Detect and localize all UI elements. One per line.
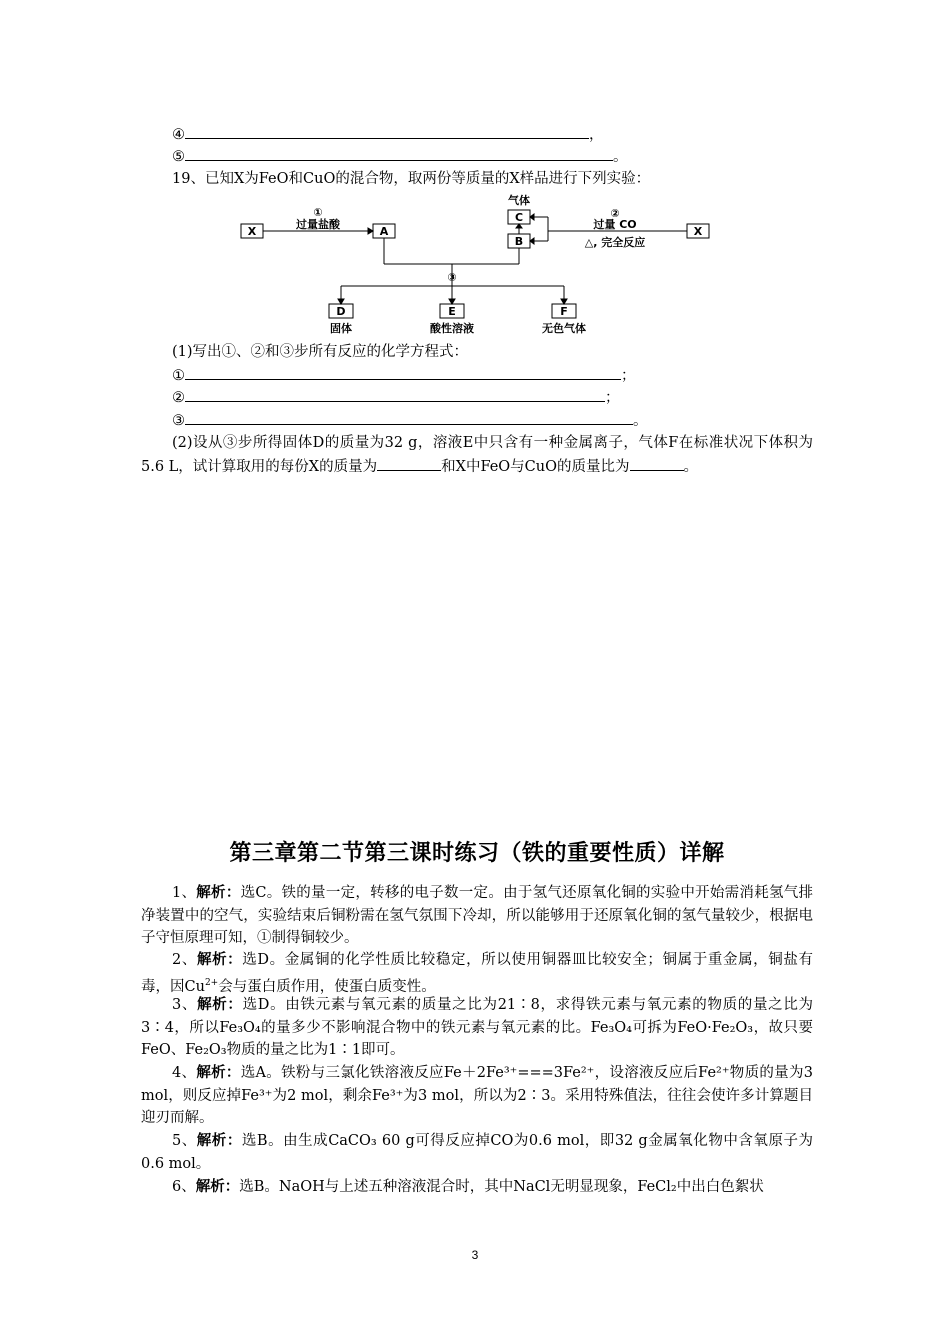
answer-number: 2、	[172, 952, 197, 968]
answer-blank[interactable]	[185, 123, 589, 139]
part-2-text-b: 和X中FeO与CuO的质量比为	[441, 459, 630, 475]
circled-number-5: ⑤	[172, 149, 185, 165]
answer-blank[interactable]	[185, 364, 621, 380]
f-label: 无色气体	[542, 322, 586, 335]
section-title: 第三章第二节第三课时练习（铁的重要性质）详解	[229, 841, 725, 866]
answer-number: 6、	[172, 1179, 196, 1195]
answer-head: 解析：	[195, 1178, 240, 1195]
answer-blank[interactable]	[185, 386, 605, 402]
question-19-stem: 19、已知X为FeO和CuO的混合物，取两份等质量的X样品进行下列实验：	[172, 171, 651, 187]
b-box: B	[514, 235, 524, 248]
answer-blank-mass[interactable]	[377, 455, 441, 471]
answer-number: 3、	[172, 997, 198, 1013]
answer-text: 会与蛋白质作用，使蛋白质变性。	[218, 978, 436, 995]
x-box-left: X	[247, 225, 257, 238]
answer-blank[interactable]	[185, 409, 633, 425]
answer-blank-ratio[interactable]	[630, 455, 684, 471]
answer-number: 4、	[172, 1065, 197, 1081]
e-box: E	[448, 305, 456, 318]
f-box: F	[560, 305, 568, 318]
step-1-number: ①	[313, 206, 323, 219]
answer-head: 解析：	[196, 1064, 241, 1081]
circled-number-3: ③	[172, 413, 185, 429]
step-2-number: ②	[610, 207, 620, 220]
x-box-right: X	[693, 225, 703, 238]
answer-item	[141, 1130, 813, 1175]
answer-line-4	[172, 123, 844, 146]
part-1-prompt: (1)写出①、②和③步所有反应的化学方程式：	[172, 344, 469, 360]
step-1-label: 过量盐酸	[296, 218, 340, 231]
c-box: C	[514, 211, 524, 224]
answer-blank[interactable]	[185, 145, 613, 161]
answer-head: 解析：	[196, 1132, 242, 1149]
answer-text: 选C。铁的量一定，转移的电子数一定。由于氢气还原氧化铜的实验中开始需消耗氢气排净装置中的空气，实验结束后铜粉需在氢气氛围下冷却，所以能够用于还原氧化铜的氢气量较少，根据电子守恒原理可知，①制得铜较少。	[141, 885, 814, 946]
superscript: 2+	[204, 977, 219, 988]
step-2-condition: △, 完全反应	[584, 236, 646, 249]
punctuation: 。	[683, 459, 699, 475]
answer-text: 选B。由生成CaCO₃ 60 g可得反应掉CO为0.6 mol，即32 g金属氧化物中含氧原子为0.6 mol。	[141, 1133, 814, 1172]
answer-number: 1、	[172, 885, 197, 901]
punctuation: ；	[621, 368, 636, 384]
answer-item	[141, 1062, 813, 1130]
circled-number-4: ④	[172, 127, 185, 143]
circled-number-1: ①	[172, 368, 185, 384]
answer-head: 解析：	[196, 951, 243, 968]
d-label: 固体	[330, 322, 352, 335]
answer-text: 选B。NaOH与上述五种溶液混合时，其中NaCl无明显现象，FeCl₂中出白色絮状	[239, 1179, 764, 1195]
step-3-number: ③	[447, 271, 457, 284]
part-2-question	[141, 432, 813, 479]
answer-head: 解析：	[196, 884, 241, 901]
circled-number-2: ②	[172, 390, 185, 406]
gas-label: 气体	[508, 194, 530, 207]
a-box: A	[379, 225, 389, 238]
equation-line-2	[172, 386, 844, 409]
answer-item	[141, 882, 813, 950]
punctuation: ，	[589, 127, 604, 143]
answer-number: 5、	[172, 1133, 197, 1149]
part-2-text-a: (2)设从③步所得固体D的质量为32 g，溶液E中只含有一种金属离子，气体F在标准状况下体积为5.6 L，试计算取用的每份X的质量为	[141, 435, 813, 475]
answer-text: 选A。铁粉与三氯化铁溶液反应Fe＋2Fe³⁺===3Fe²⁺，设溶液反应后Fe²⁺物质的量为3 mol，则反应掉Fe³⁺为2 mol，剩余Fe³⁺为3 mol，所以为2∶3。采用特殊值法，往往会使许多计算题目迎刃而解。	[141, 1065, 813, 1126]
answer-line-5	[172, 145, 844, 168]
e-label: 酸性溶液	[430, 322, 474, 335]
answer-item	[141, 1176, 813, 1199]
equation-line-1	[172, 364, 844, 387]
answer-text: 选D。由铁元素与氧元素的质量之比为21∶8，求得铁元素与氧元素的物质的量之比为3∶4，所以Fe₃O₄的量多少不影响混合物中的铁元素与氧元素的比。Fe₃O₄可拆为FeO·Fe₂O₃，故只要FeO、Fe₂O₃物质的量之比为1∶1即可。	[141, 997, 813, 1058]
answer-item	[141, 994, 813, 1062]
answer-head: 解析：	[197, 996, 243, 1013]
step-2-label: 过量 CO	[593, 218, 637, 231]
page-number: 3	[471, 1248, 479, 1262]
punctuation: 。	[613, 149, 628, 165]
experiment-flow-diagram	[230, 190, 720, 340]
answer-item	[141, 949, 813, 998]
punctuation: 。	[633, 413, 648, 429]
answer-text: 选D。金属铜的化学性质比较稳定，所以使用铜器皿比较安全；铜属于重金属，铜盐有毒，因Cu	[141, 952, 814, 995]
punctuation: ；	[605, 390, 620, 406]
d-box: D	[336, 305, 346, 318]
equation-line-3	[172, 409, 844, 432]
